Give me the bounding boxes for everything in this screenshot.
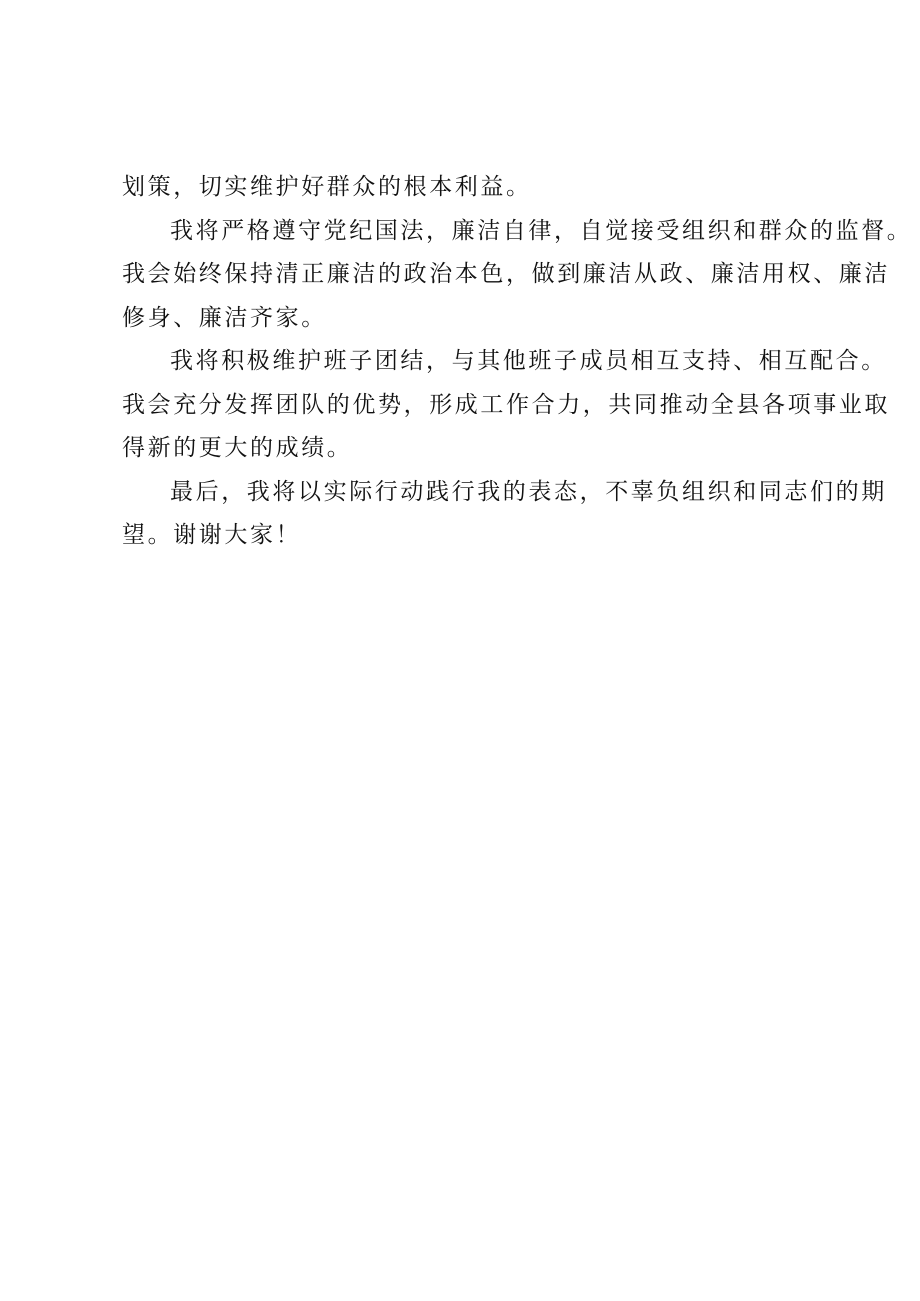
text-line: 我将严格遵守党纪国法，廉洁自律，自觉接受组织和群众的监督。 [170,217,913,244]
text-line: 望。谢谢大家！ [122,522,302,548]
body-text [122,166,913,558]
paragraph-1 [122,166,818,210]
paragraph-3 [122,340,890,471]
text-line: 修身、廉洁齐家。 [122,304,327,331]
paragraph-4 [122,471,887,558]
text-line: 得新的更大的成绩。 [122,435,353,461]
paragraph-2 [122,210,913,341]
text-line: 我会始终保持清正廉洁的政治本色，做到廉洁从政、廉洁用权、廉洁 [122,261,890,287]
text-line: 划策，切实维护好群众的根本利益。 [122,174,532,200]
text-line: 我将积极维护班子团结，与其他班子成员相互支持、相互配合。 [170,348,887,374]
text-line: 最后，我将以实际行动践行我的表态，不辜负组织和同志们的期 [170,478,887,505]
text-line: 我会充分发挥团队的优势，形成工作合力，共同推动全县各项事业取 [122,391,890,418]
